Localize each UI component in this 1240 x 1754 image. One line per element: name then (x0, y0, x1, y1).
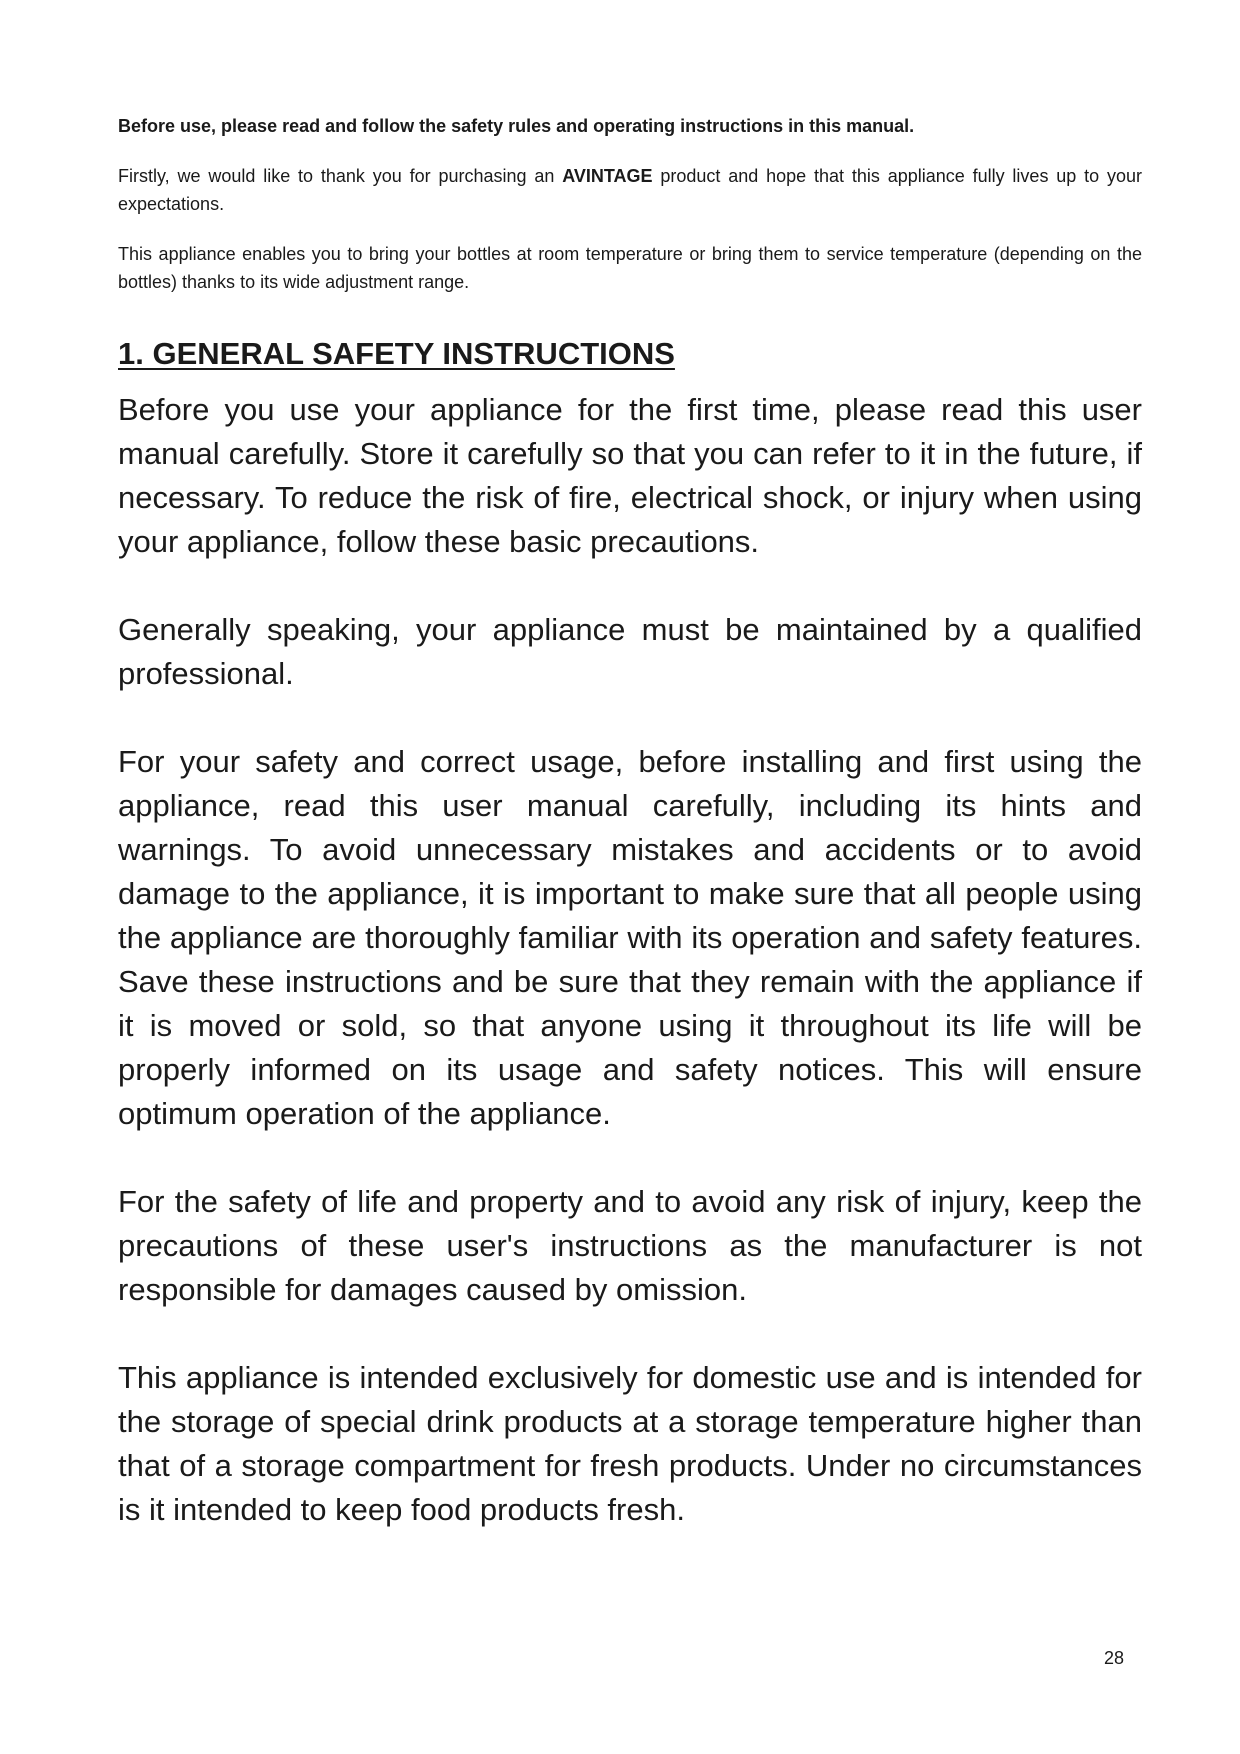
safety-paragraph-2: Generally speaking, your appliance must be maintained by a qualified professional. (118, 612, 1142, 691)
page-number: 28 (1103, 1648, 1124, 1668)
document-page (118, 112, 1142, 1576)
intro-warning: Before use, please read and follow the safety rules and operating instructions in this manual. (118, 116, 915, 136)
intro-thanks-before: Firstly, we would like to thank you for purchasing an (118, 166, 563, 186)
safety-paragraph-3: For your safety and correct usage, before installing and first using the appliance, read this user manual carefully, including its hints and warnings. To avoid unnecessary mistakes and accidents or to avoid damage to the appliance, it is important to make sure that all people using the appliance are thoroughly familiar with its operation and safety features. Save these instructions and be sure that they remain with the appliance if it is moved or sold, so that anyone using it throughout its life will be properly informed on its usage and safety notices. This will ensure optimum operation of the appliance. (118, 744, 1142, 1131)
intro-description: This appliance enables you to bring your bottles at room temperature or bring them to service temperature (depending on the bottles) thanks to its wide adjustment range. (118, 244, 1142, 292)
intro-thanks-after: product and hope that this appliance fully lives up to your expectations. (118, 166, 1142, 214)
section-title: 1. GENERAL SAFETY INSTRUCTIONS (118, 336, 675, 371)
safety-paragraph-5: This appliance is intended exclusively for domestic use and is intended for the storage of special drink products at a storage temperature higher than that of a storage compartment for fresh products. Under no circumstances is it intended to keep food products fresh. (118, 1360, 1142, 1527)
intro-thanks (118, 162, 1142, 218)
safety-paragraph-4: For the safety of life and property and to avoid any risk of injury, keep the precautions of these user's instructions as the manufacturer is not responsible for damages caused by omission. (118, 1184, 1142, 1307)
safety-paragraph-1: Before you use your appliance for the first time, please read this user manual carefully. Store it carefully so that you can refer to it in the future, if necessary. To reduce the risk of fire, electrical shock, or injury when using your appliance, follow these basic precautions. (118, 392, 1142, 559)
brand-name: AVINTAGE (562, 166, 653, 186)
